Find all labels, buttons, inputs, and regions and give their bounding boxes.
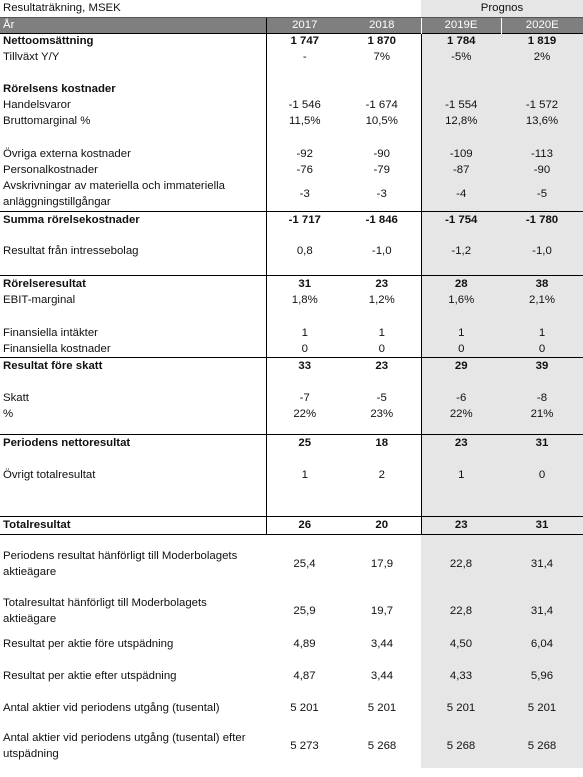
- table-row: [0, 325, 583, 341]
- cell-value: 5 268: [501, 724, 583, 768]
- cell-value: 0: [266, 341, 343, 357]
- cell-value: 4,87: [293, 670, 316, 682]
- cell-value: 5 201: [421, 692, 501, 724]
- cell-value: 23: [421, 516, 501, 534]
- cell-value: 6,04: [501, 628, 583, 660]
- row-label: %: [3, 408, 14, 420]
- year-header-row: [0, 17, 583, 33]
- spacer-row: [0, 65, 583, 81]
- cell-value: 5 268: [421, 724, 501, 768]
- cell-value: -1 846: [343, 211, 421, 228]
- table-row: [0, 390, 583, 406]
- cell-value: -1 674: [365, 99, 398, 111]
- cell-value: 2: [378, 469, 385, 481]
- cell-value: 0: [501, 467, 583, 483]
- row-label: Avskrivningar av materiella och immateriella anläggningstillgångar: [3, 180, 225, 209]
- cell-value: -8: [501, 390, 583, 406]
- cell-value: 39: [501, 357, 583, 374]
- cell-value: 0: [421, 341, 501, 357]
- table-row: [0, 49, 583, 65]
- title-row: [0, 0, 583, 17]
- cell-value: 0: [378, 342, 385, 355]
- forecast-label: Prognos: [421, 0, 583, 17]
- cell-value: 1 819: [501, 33, 583, 49]
- cell-value: 1 870: [343, 33, 421, 49]
- row-label: Totalresultat: [0, 516, 266, 534]
- row-label: Resultat från intressebolag: [3, 245, 139, 258]
- cell-value: 21%: [501, 406, 583, 422]
- cell-value: 1 784: [421, 33, 501, 49]
- row-label: Rörelseresultat: [0, 275, 266, 292]
- cell-value: 1 747: [266, 33, 343, 49]
- cell-value: 2%: [501, 49, 583, 65]
- cell-value: -: [266, 49, 343, 65]
- table-row: [0, 162, 583, 178]
- cell-value: 3,44: [370, 638, 394, 650]
- cell-value: -113: [501, 146, 583, 162]
- cell-value: 31,4: [501, 594, 583, 628]
- cell-value: 5 273: [290, 740, 319, 752]
- cell-value: -7: [266, 390, 343, 406]
- cell-value: 5 201: [367, 702, 397, 714]
- cell-value: 29: [421, 357, 501, 374]
- cell-value: -1,0: [371, 245, 392, 258]
- table-row: [0, 434, 583, 451]
- row-label: Nettoomsättning: [0, 33, 266, 49]
- section-heading: Rörelsens kostnader: [3, 83, 116, 95]
- row-label: Handelsvaror: [3, 99, 71, 111]
- cell-value: 20: [343, 516, 421, 534]
- spacer-row: [0, 422, 583, 434]
- cell-value: 0,8: [266, 228, 343, 275]
- row-label: Personalkostnader: [3, 164, 98, 176]
- cell-value: 5 201: [290, 702, 319, 714]
- spacer-row: [0, 483, 583, 516]
- cell-value: 2,1%: [501, 292, 583, 308]
- row-label: Övrigt totalresultat: [3, 469, 96, 481]
- cell-value: 13,6%: [501, 113, 583, 129]
- row-label: Periodens resultat hänförligt till Moderbolagets aktieägare: [3, 550, 238, 578]
- cell-value: -5%: [421, 49, 501, 65]
- cell-value: 1: [421, 467, 501, 483]
- spacer-row: [0, 582, 583, 594]
- row-label: Finansiella intäkter: [3, 327, 98, 339]
- cell-value: 7%: [373, 51, 390, 63]
- cell-value: -76: [266, 162, 343, 178]
- cell-value: -87: [421, 162, 501, 178]
- table-row: [0, 341, 583, 357]
- cell-value: -4: [421, 178, 501, 211]
- cell-value: 4,89: [293, 638, 316, 650]
- cell-value: 1: [266, 467, 343, 483]
- row-label: Antal aktier vid periodens utgång (tusental) efter utspädning: [3, 732, 246, 760]
- year-2020e: 2020E: [501, 17, 583, 33]
- cell-value: 1,8%: [266, 292, 343, 308]
- cell-value: -1 572: [501, 97, 583, 113]
- cell-value: 5 268: [367, 740, 397, 752]
- cell-value: 3,44: [370, 670, 394, 682]
- table-row: [0, 211, 583, 228]
- table-row: [0, 406, 583, 422]
- table-row: [0, 97, 583, 113]
- cell-value: 23%: [370, 408, 394, 420]
- cell-value: 5 201: [501, 692, 583, 724]
- cell-value: 22%: [421, 406, 501, 422]
- cell-value: 19,7: [370, 605, 394, 617]
- cell-value: 22,8: [421, 546, 501, 582]
- spacer-row: [0, 129, 583, 146]
- cell-value: -6: [421, 390, 501, 406]
- cell-value: -1 546: [266, 97, 343, 113]
- table-row: [0, 357, 583, 374]
- table-row: [0, 178, 583, 211]
- row-label: Övriga externa kostnader: [3, 148, 131, 160]
- spacer-row: [0, 451, 583, 467]
- table-row: [0, 33, 583, 49]
- cell-value: -3: [376, 188, 387, 201]
- cell-value: 33: [266, 357, 343, 374]
- spacer-row: [0, 534, 583, 546]
- cell-value: 1,6%: [421, 292, 501, 308]
- cell-value: 17,9: [370, 558, 394, 570]
- cell-value: 23: [343, 275, 421, 292]
- cell-value: -1 780: [501, 211, 583, 228]
- cell-value: 23: [343, 357, 421, 374]
- table-row: [0, 546, 583, 582]
- cell-value: 38: [501, 275, 583, 292]
- cell-value: 4,33: [421, 660, 501, 692]
- cell-value: -5: [376, 392, 387, 404]
- cell-value: -92: [266, 146, 343, 162]
- cell-value: -109: [421, 146, 501, 162]
- cell-value: 1: [421, 325, 501, 341]
- cell-value: 4,50: [421, 628, 501, 660]
- row-label: Antal aktier vid periodens utgång (tusental): [3, 702, 220, 714]
- cell-value: -1,2: [421, 228, 501, 275]
- cell-value: 28: [421, 275, 501, 292]
- row-label: Totalresultat hänförligt till Moderbolagets aktieägare: [3, 597, 207, 625]
- cell-value: 25,9: [293, 605, 316, 617]
- year-2017: 2017: [266, 17, 343, 33]
- table-row: [0, 146, 583, 162]
- cell-value: 31: [501, 434, 583, 451]
- row-label: Skatt: [3, 392, 29, 404]
- cell-value: 5,96: [501, 660, 583, 692]
- row-label: Resultat per aktie efter utspädning: [3, 670, 177, 682]
- cell-value: 12,8%: [421, 113, 501, 129]
- table-row: [0, 516, 583, 534]
- cell-value: -3: [266, 178, 343, 211]
- spacer-row: [0, 374, 583, 390]
- section-heading-row: [0, 81, 583, 97]
- cell-value: 1: [266, 325, 343, 341]
- cell-value: 31: [266, 275, 343, 292]
- cell-value: 1: [378, 327, 385, 339]
- cell-value: 22%: [266, 406, 343, 422]
- row-label: Resultat före skatt: [0, 357, 266, 374]
- cell-value: -1,0: [501, 228, 583, 275]
- cell-value: -1 554: [421, 97, 501, 113]
- cell-value: 1: [501, 325, 583, 341]
- table-row: [0, 275, 583, 292]
- cell-value: 26: [266, 516, 343, 534]
- cell-value: -5: [501, 178, 583, 211]
- cell-value: -1 717: [266, 211, 343, 228]
- cell-value: 31,4: [501, 546, 583, 582]
- table-row: [0, 692, 583, 724]
- cell-value: -79: [373, 164, 390, 176]
- table-row: [0, 628, 583, 660]
- row-label: Summa rörelsekostnader: [0, 211, 266, 228]
- table-row: [0, 292, 583, 308]
- table-row: [0, 594, 583, 628]
- cell-value: 23: [421, 434, 501, 451]
- cell-value: 25,4: [293, 558, 316, 570]
- row-label: Tillväxt Y/Y: [3, 51, 60, 63]
- table-row: [0, 113, 583, 129]
- row-label: Finansiella kostnader: [3, 342, 111, 355]
- row-label: EBIT-marginal: [3, 294, 76, 306]
- cell-value: 25: [266, 434, 343, 451]
- row-label: Resultat per aktie före utspädning: [3, 638, 174, 650]
- cell-value: -90: [373, 148, 390, 160]
- cell-value: -90: [501, 162, 583, 178]
- table-row: [0, 724, 583, 768]
- year-2018: 2018: [343, 17, 421, 33]
- cell-value: 31: [501, 516, 583, 534]
- row-label: Periodens nettoresultat: [0, 434, 266, 451]
- table-row: [0, 228, 583, 275]
- cell-value: 1,2%: [368, 294, 395, 306]
- table-title: Resultaträkning, MSEK: [0, 0, 266, 17]
- year-label: År: [0, 17, 266, 33]
- cell-value: -1 754: [421, 211, 501, 228]
- cell-value: 0: [501, 341, 583, 357]
- cell-value: 22,8: [421, 594, 501, 628]
- spacer-row: [0, 308, 583, 325]
- table-row: [0, 467, 583, 483]
- row-label: Bruttomarginal %: [3, 115, 91, 127]
- cell-value: 18: [343, 434, 421, 451]
- table-row: [0, 660, 583, 692]
- cell-value: 10,5%: [365, 115, 398, 127]
- cell-value: 11,5%: [266, 113, 343, 129]
- year-2019e: 2019E: [421, 17, 501, 33]
